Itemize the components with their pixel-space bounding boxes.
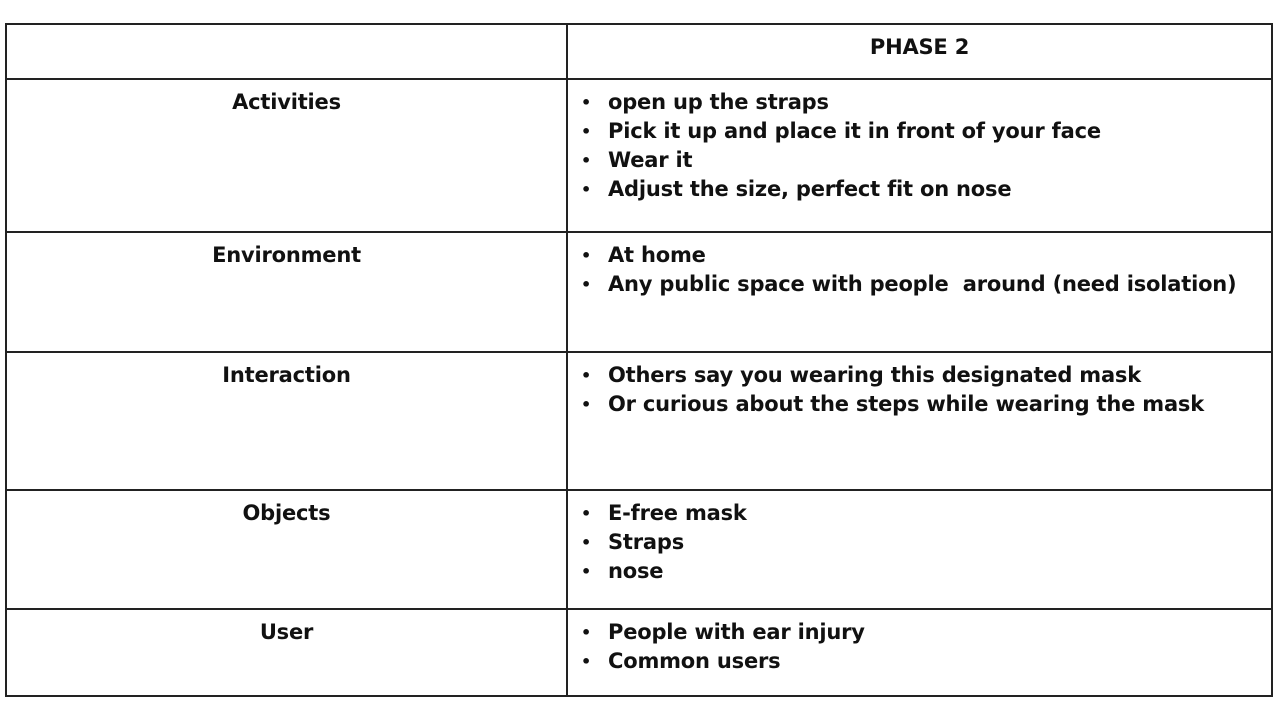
bullet-list-environment (568, 241, 1271, 299)
row-content-environment (567, 232, 1272, 352)
row-content-activities (567, 79, 1272, 232)
list-item (568, 528, 1271, 557)
list-item-text: Common users (608, 649, 781, 673)
list-item (568, 88, 1271, 117)
table-row-user (6, 609, 1272, 696)
list-item (568, 175, 1271, 204)
bullet-icon: • (581, 180, 592, 199)
list-item-text: E-free mask (608, 501, 747, 525)
bullet-list-activities (568, 88, 1271, 204)
list-item-text: People with ear injury (608, 620, 865, 644)
table-row-interaction (6, 352, 1272, 490)
row-label-environment: Environment (6, 232, 567, 352)
list-item-text: At home (608, 243, 706, 267)
bullet-icon: • (581, 652, 592, 671)
list-item (568, 241, 1271, 270)
row-label-interaction: Interaction (6, 352, 567, 490)
bullet-icon: • (581, 366, 592, 385)
list-item (568, 647, 1271, 676)
list-item (568, 390, 1271, 419)
list-item-text: Straps (608, 530, 685, 554)
table-row-activities (6, 79, 1272, 232)
list-item-text: Others say you wearing this designated mask (608, 363, 1141, 387)
bullet-icon: • (581, 533, 592, 552)
header-row (6, 24, 1272, 79)
bullet-list-user (568, 618, 1271, 676)
row-label-objects: Objects (6, 490, 567, 609)
list-item (568, 557, 1271, 586)
list-item (568, 618, 1271, 647)
row-content-objects (567, 490, 1272, 609)
bullet-icon: • (581, 623, 592, 642)
row-content-interaction (567, 352, 1272, 490)
bullet-icon: • (581, 275, 592, 294)
table-row-objects (6, 490, 1272, 609)
phase-table (5, 23, 1273, 697)
list-item-text: open up the straps (608, 90, 829, 114)
bullet-list-objects (568, 499, 1271, 586)
bullet-list-interaction (568, 361, 1271, 419)
phase-title: PHASE 2 (869, 35, 970, 59)
list-item-text: Wear it (608, 148, 693, 172)
bullet-icon: • (581, 395, 592, 414)
list-item (568, 117, 1271, 146)
bullet-icon: • (581, 151, 592, 170)
list-item (568, 499, 1271, 528)
row-label-user: User (6, 609, 567, 696)
list-item-text: nose (608, 559, 664, 583)
list-item-text: Any public space with people around (need isolation) (608, 272, 1237, 296)
list-item-text: Or curious about the steps while wearing the mask (608, 392, 1204, 416)
table-row-environment (6, 232, 1272, 352)
row-label-activities: Activities (6, 79, 567, 232)
list-item (568, 146, 1271, 175)
bullet-icon: • (581, 122, 592, 141)
bullet-icon: • (581, 246, 592, 265)
header-empty-cell (6, 24, 567, 79)
bullet-icon: • (581, 504, 592, 523)
list-item (568, 270, 1271, 299)
list-item (568, 361, 1271, 390)
row-content-user (567, 609, 1272, 696)
list-item-text: Pick it up and place it in front of your face (608, 119, 1101, 143)
list-item-text: Adjust the size, perfect fit on nose (608, 177, 1012, 201)
header-phase-cell (567, 24, 1272, 79)
bullet-icon: • (581, 562, 592, 581)
bullet-icon: • (581, 93, 592, 112)
